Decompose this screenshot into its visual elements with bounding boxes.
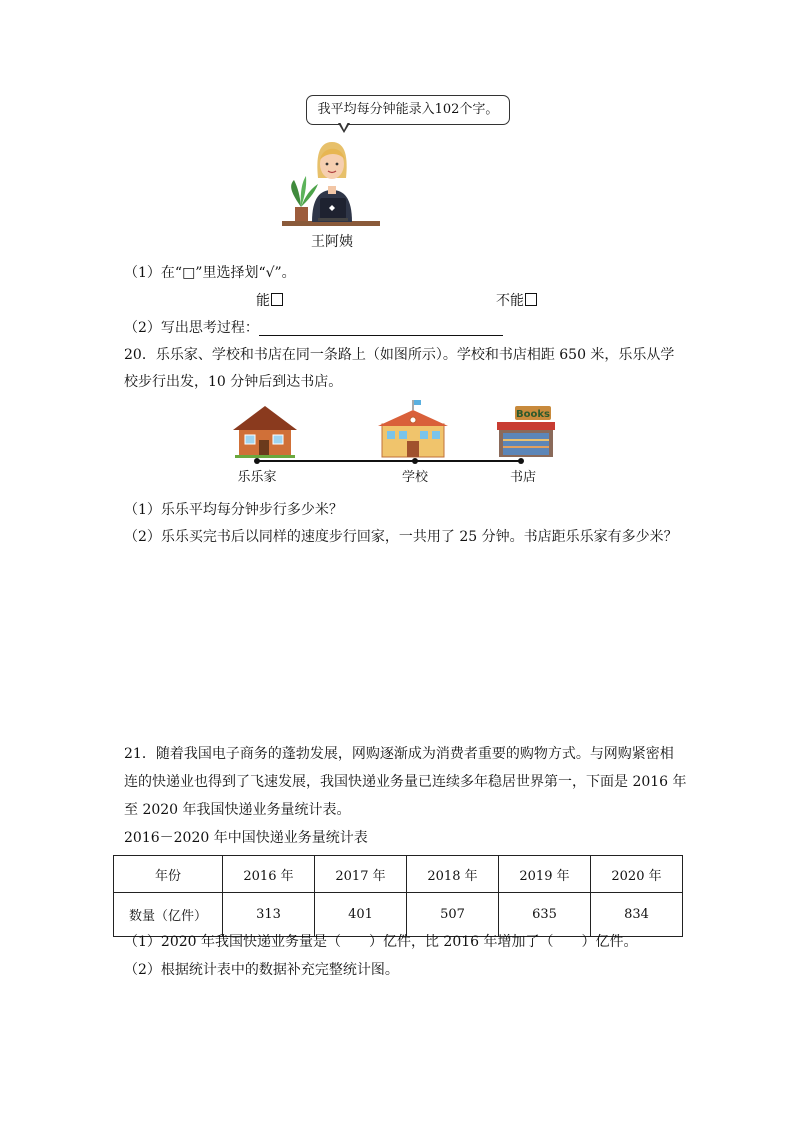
q21-line3: 至 2020 年我国快递业务量统计表。 [124, 802, 351, 818]
option-can[interactable]: 能 [256, 292, 283, 310]
q21-part2: （2）根据统计表中的数据补充完整统计图。 [124, 962, 399, 978]
q20-line2: 校步行出发，10 分钟后到达书店。 [124, 374, 343, 390]
table-cell: 数量（亿件） [114, 893, 223, 937]
option-cannot[interactable]: 不能 [496, 292, 537, 310]
bookstore-icon [497, 406, 555, 457]
q21-part1: （1）2020 年我国快递业务量是（ ）亿件，比 2016 年增加了（ ）亿件。 [124, 934, 638, 950]
table-header-cell: 2016 年 [223, 856, 315, 893]
route-diagram [225, 400, 565, 490]
table-header-cell: 2020 年 [591, 856, 683, 893]
speech-bubble [306, 95, 510, 125]
bookstore-sign: Books [516, 409, 550, 420]
answer-blank[interactable] [259, 321, 503, 336]
typist-illustration [282, 134, 382, 230]
table-row [114, 893, 683, 937]
person-name: 王阿姨 [311, 234, 353, 250]
home-label: 乐乐家 [237, 470, 277, 485]
q21-line2: 连的快递业也得到了飞速发展，我国快递业务量已连续多年稳居世界第一，下面是 2016 年 [124, 774, 687, 790]
table-cell: 834 [591, 893, 683, 937]
q20-line1: 20．乐乐家、学校和书店在同一条路上（如图所示）。学校和书店相距 650 米，乐乐从学 [124, 347, 675, 363]
q19-part1: （1）在“□”里选择划“√”。 [124, 265, 296, 281]
table-cell: 507 [407, 893, 499, 937]
house-icon [233, 406, 297, 458]
q20-part2: （2）乐乐买完书后以同样的速度步行回家，一共用了 25 分钟。书店距乐乐家有多少米？ [124, 529, 678, 545]
q20-part1: （1）乐乐平均每分钟步行多少米？ [124, 502, 343, 518]
speech-text: 我平均每分钟能录入102个字。 [317, 102, 499, 117]
checkbox-cannot[interactable] [525, 293, 537, 306]
table-cell: 635 [499, 893, 591, 937]
table-header-cell: 2019 年 [499, 856, 591, 893]
table-header-row [114, 856, 683, 893]
table-header-cell: 年份 [114, 856, 223, 893]
bookstore-label: 书店 [509, 470, 537, 485]
stats-table [113, 855, 683, 937]
table-header-cell: 2018 年 [407, 856, 499, 893]
table-cell: 313 [223, 893, 315, 937]
school-label: 学校 [401, 470, 429, 485]
q19-part2: （2）写出思考过程： [124, 319, 503, 337]
q21-line1: 21．随着我国电子商务的蓬勃发展，网购逐渐成为消费者重要的购物方式。与网购紧密相 [124, 746, 674, 762]
school-icon [378, 400, 448, 457]
table-header-cell: 2017 年 [315, 856, 407, 893]
table-cell: 401 [315, 893, 407, 937]
table-title: 2016－2020 年中国快递业务量统计表 [124, 830, 368, 846]
checkbox-can[interactable] [271, 293, 283, 306]
